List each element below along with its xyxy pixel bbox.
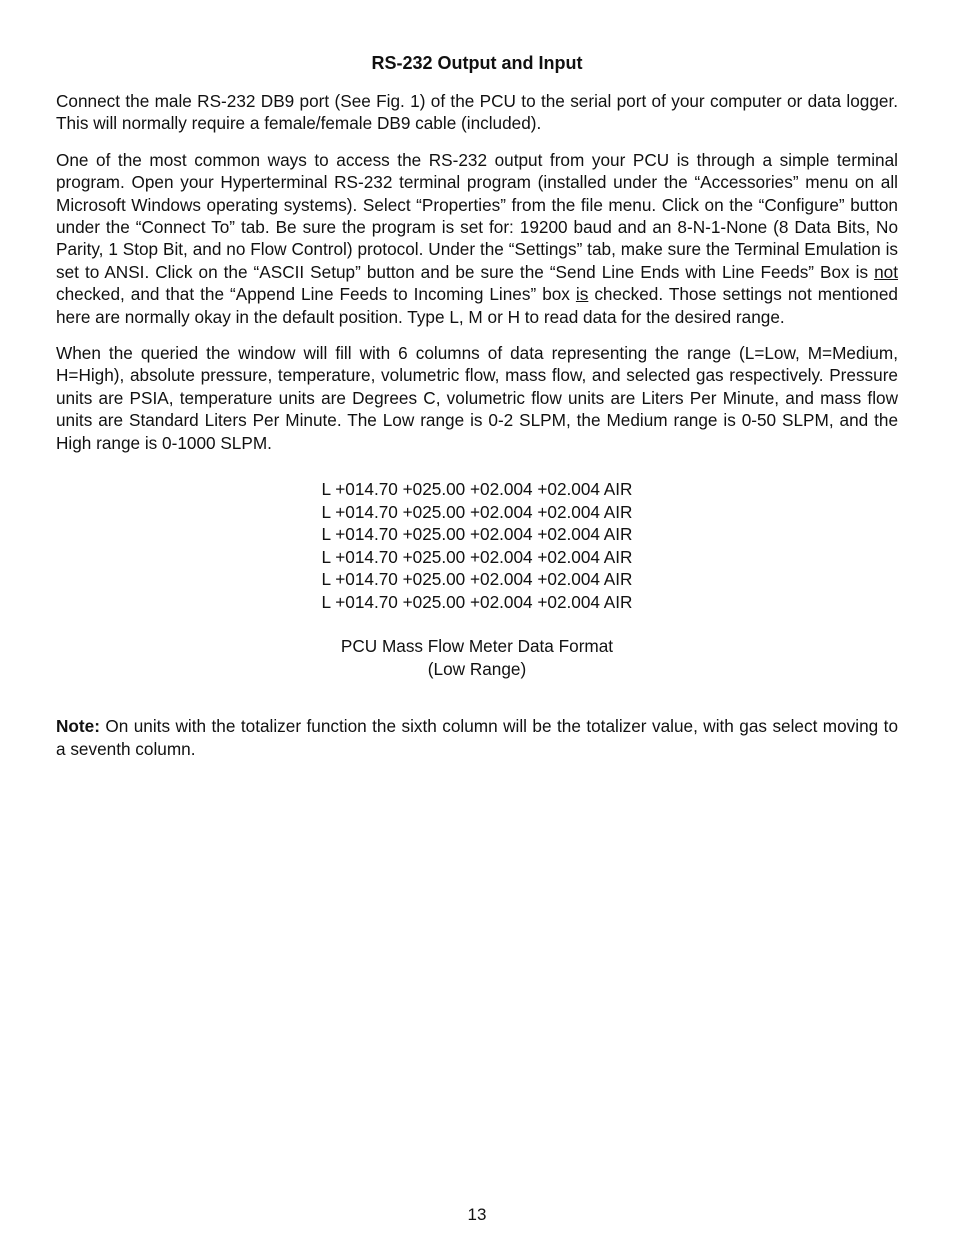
- note-text: On units with the totalizer function the sixth column will be the totalizer value, with gas select moving to a seventh column.: [56, 716, 898, 759]
- data-line: L +014.70 +025.00 +02.004 +02.004 AIR: [321, 569, 633, 590]
- paragraph-connection: Connect the male RS-232 DB9 port (See Fig. 1) of the PCU to the serial port of your computer or data logger. This will normally require a female/female DB9 cable (included).: [56, 91, 898, 134]
- data-line: L +014.70 +025.00 +02.004 +02.004 AIR: [321, 479, 633, 500]
- paragraph-terminal-setup-part1: One of the most common ways to access the RS-232 output from your PCU is through a simple terminal program. Open your Hyperterminal RS-232 terminal program (installed under the “Accessories” menu on all Microsoft Windows operating systems). Select “Properties” from the file menu. Click on the “Configure” button under the “Connect To” tab. Be sure the program is set for: 19200 baud and an 8-N-1-None (8 Data Bits, No Parity, 1 Stop Bit, and no Flow Control) protocol. Under the “Settings” tab, make sure the Terminal Emulation is set to ANSI. Click on the “ASCII Setup” button and be sure the “Send Line Ends with Line Feeds” Box is: [56, 149, 898, 282]
- underlined-is: is: [575, 284, 589, 305]
- paragraph-terminal-setup: [56, 149, 898, 328]
- data-line: L +014.70 +025.00 +02.004 +02.004 AIR: [321, 524, 633, 545]
- data-format-caption: [56, 635, 898, 680]
- caption-line-1: PCU Mass Flow Meter Data Format: [340, 636, 614, 657]
- caption-line-2: (Low Range): [427, 658, 527, 679]
- note-paragraph: [56, 715, 898, 760]
- section-title: RS-232 Output and Input: [371, 53, 583, 73]
- underlined-not: not: [874, 261, 898, 282]
- document-page: [56, 50, 898, 774]
- paragraph-data-columns: When the queried the window will fill with 6 columns of data representing the range (L=Low, M=Medium, H=High), absolute pressure, temperature, volumetric flow, mass flow, and selected gas respectively. Pressure units are PSIA, temperature units are Degrees C, volumetric flow units are Liters Per Minute, and mass flow units are Standard Liters Per Minute. The Low range is 0-2 SLPM, the Medium range is 0-50 SLPM, and the High range is 0-1000 SLPM.: [56, 343, 898, 453]
- paragraph-terminal-setup-part2: checked, and that the “Append Line Feeds to Incoming Lines” box: [56, 284, 576, 305]
- data-line: L +014.70 +025.00 +02.004 +02.004 AIR: [321, 546, 633, 567]
- note-label: Note:: [56, 716, 100, 737]
- paragraph-terminal-setup-part3: checked. Those settings not mentioned here are normally okay in the default position. Type L, M or H to read data for the desired range.: [56, 284, 898, 327]
- data-line: L +014.70 +025.00 +02.004 +02.004 AIR: [321, 501, 633, 522]
- data-output-block: [56, 478, 898, 613]
- page-number: 13: [467, 1205, 487, 1224]
- data-line: L +014.70 +025.00 +02.004 +02.004 AIR: [321, 591, 633, 612]
